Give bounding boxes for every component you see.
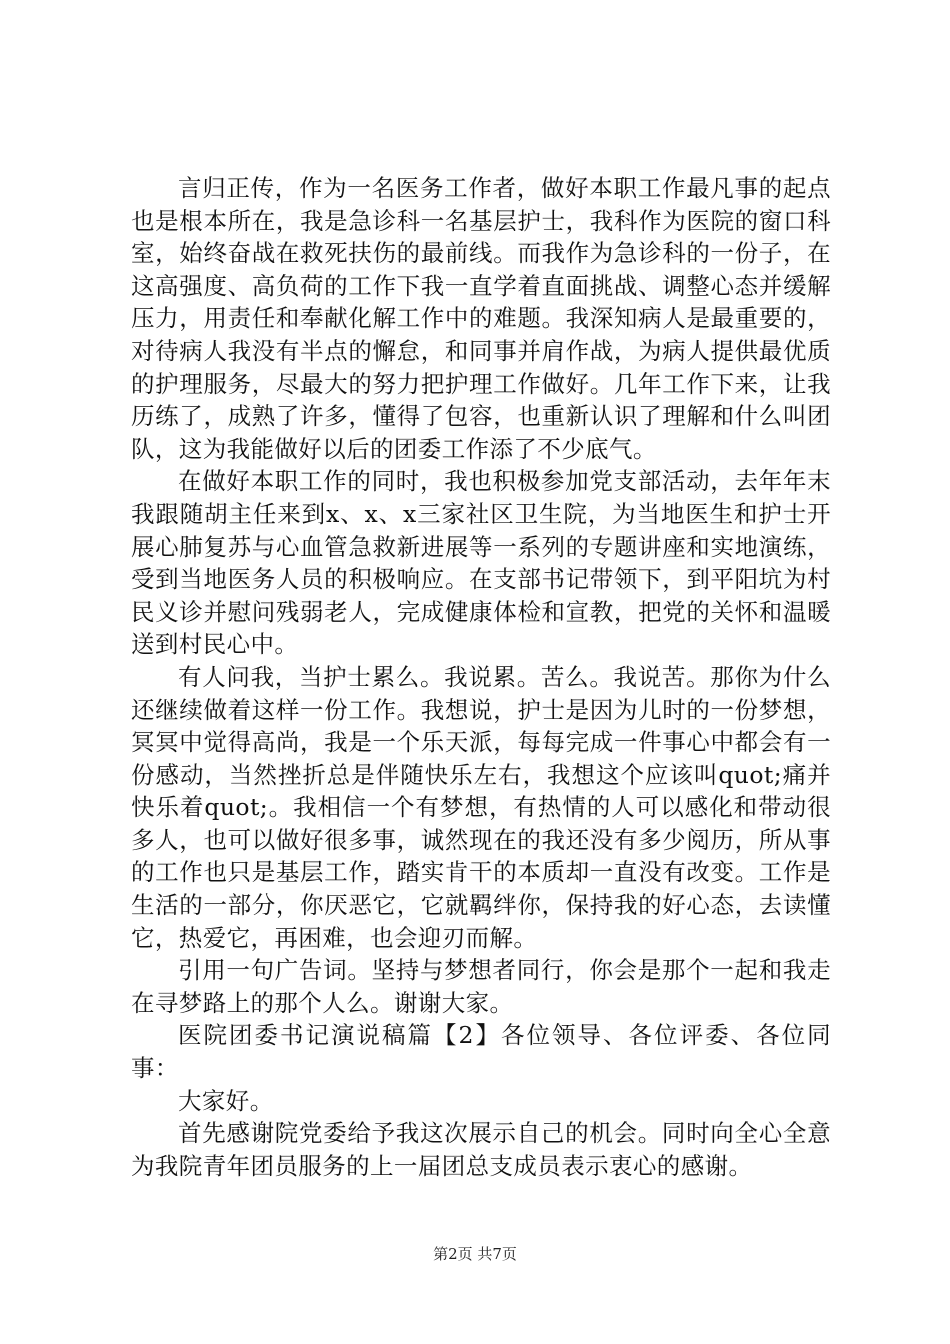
paragraph-5-heading: 医院团委书记演说稿篇【2】各位领导、各位评委、各位同事： [131, 1021, 831, 1083]
paragraph-7: 首先感谢院党委给予我这次展示自己的机会。同时向全心全意为我院青年团员服务的上一届团总支成员表示衷心的感谢。 [131, 1119, 831, 1180]
paragraph-4: 引用一句广告词。坚持与梦想者同行，你会是那个一起和我走在寻梦路上的那个人么。谢谢大家。 [131, 956, 831, 1017]
paragraph-2: 在做好本职工作的同时，我也积极参加党支部活动，去年年末我跟随胡主任来到x、x、x三家社区卫生院，为当地医生和护士开展心肺复苏与心血管急救新进展等一系列的专题讲座和实地演练，受到当地医务人员的积极响应。在支部书记带领下，到平阳坑为村民义诊并慰问残弱老人，完成健康体检和宣教，把党的关怀和温暖送到村民心中。 [131, 467, 831, 659]
paragraph-3: 有人问我，当护士累么。我说累。苦么。我说苦。那你为什么还继续做着这样一份工作。我想说，护士是因为儿时的一份梦想，冥冥中觉得高尚，我是一个乐天派，每每完成一件事心中都会有一份感动，当然挫折总是伴随快乐左右，我想这个应该叫quot;痛并快乐着quot;。我相信一个有梦想，有热情的人可以感化和带动很多人，也可以做好很多事，诚然现在的我还没有多少阅历，所从事的工作也只是基层工作，踏实肯干的本质却一直没有改变。工作是生活的一部分，你厌恶它，它就羁绊你，保持我的好心态，去读懂它，热爱它，再困难，也会迎刃而解。 [131, 662, 831, 952]
paragraph-6-greeting: 大家好。 [178, 1086, 274, 1115]
page-footer: 第2页 共7页 [433, 1245, 517, 1263]
paragraph-1: 言归正传，作为一名医务工作者，做好本职工作最凡事的起点也是根本所在，我是急诊科一名基层护士，我科作为医院的窗口科室，始终奋战在救死扶伤的最前线。而我作为急诊科的一份子，在这高强度、高负荷的工作下我一直学着直面挑战、调整心态并缓解压力，用责任和奉献化解工作中的难题。我深知病人是最重要的，对待病人我没有半点的懈怠，和同事并肩作战，为病人提供最优质的护理服务，尽最大的努力把护理工作做好。几年工作下来，让我历练了，成熟了许多，懂得了包容，也重新认识了理解和什么叫团队，这为我能做好以后的团委工作添了不少底气。 [131, 174, 831, 463]
body-text [131, 172, 831, 1182]
